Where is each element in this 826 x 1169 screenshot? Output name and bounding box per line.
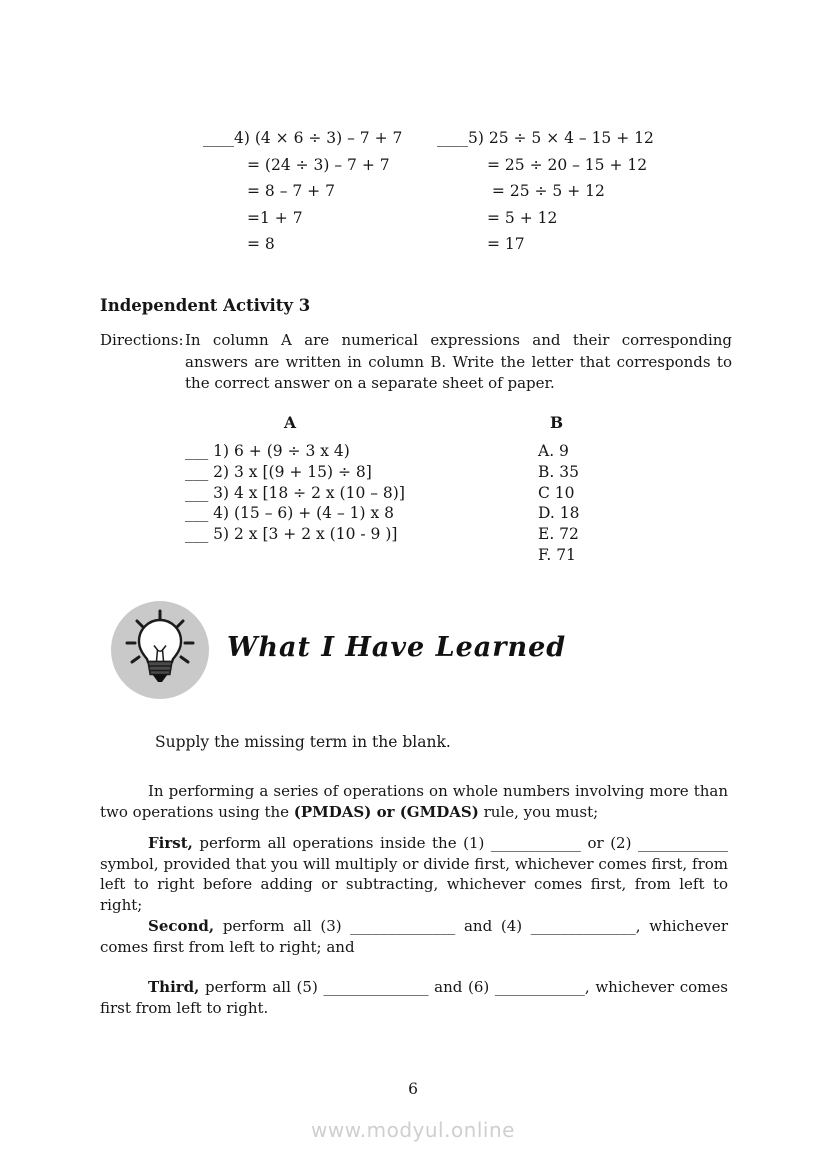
- intro-instruction: Supply the missing term in the blank.: [155, 733, 451, 751]
- answer-item: B. 35: [538, 462, 579, 481]
- expression-item: ___ 1) 6 + (9 ÷ 3 x 4): [185, 442, 350, 460]
- equation-line: ____4) (4 × 6 ÷ 3) – 7 + 7: [203, 129, 403, 147]
- answer-item: D. 18: [538, 504, 580, 523]
- paragraph-text: perform all (5) ______________ and (6) ____________, whichever comes first from left to right.: [100, 978, 728, 1017]
- expression-item: ___ 3) 4 x [18 ÷ 2 x (10 – 8)]: [185, 483, 405, 502]
- solution-problem-4: [203, 125, 402, 258]
- column-a-header: A: [284, 413, 297, 432]
- step-first-paragraph: [100, 833, 728, 915]
- paragraph-text: rule, you must;: [478, 802, 599, 821]
- pmdas-bold-text: (PMDAS) or (GMDAS): [293, 802, 479, 821]
- answer-item: A. 9: [538, 442, 569, 460]
- step-label: Third,: [148, 978, 200, 996]
- directions-text: In column A are numerical expressions and their corresponding answers are written in column B. Write the letter that corresponds to the correct answer on a separate sheet of paper.: [185, 331, 732, 392]
- equation-line: = 8: [247, 235, 275, 253]
- column-b-header: B: [550, 413, 564, 432]
- directions: [100, 330, 732, 395]
- expression-item: ___ 2) 3 x [(9 + 15) ÷ 8]: [185, 462, 372, 481]
- page-number: 6: [408, 1080, 418, 1098]
- paragraph-text: In performing a series of operations on whole numbers involving more than two operations using the: [100, 782, 728, 821]
- expression-item: ___ 5) 2 x [3 + 2 x (10 - 9 )]: [185, 525, 398, 544]
- lightbulb-icon: [110, 600, 210, 700]
- equation-line: = 25 ÷ 5 + 12: [487, 182, 605, 200]
- column-b-items: [538, 441, 579, 566]
- activity-title: Independent Activity 3: [100, 296, 311, 315]
- equation-line: ____5) 25 ÷ 5 × 4 – 15 + 12: [437, 129, 654, 147]
- equation-line: = 25 ÷ 20 – 15 + 12: [487, 155, 648, 174]
- step-third-paragraph: [100, 977, 728, 1018]
- expression-item: ___ 4) (15 – 6) + (4 – 1) x 8: [185, 504, 395, 523]
- paragraph-text: perform all (3) ______________ and (4) ______________, whichever comes first from left to right; and: [100, 917, 728, 956]
- pmdas-rule-paragraph: [100, 781, 728, 822]
- solution-problem-5: [437, 125, 654, 258]
- step-label: First,: [148, 834, 193, 852]
- answer-item: C 10: [538, 483, 575, 502]
- equation-line: = 5 + 12: [487, 208, 558, 227]
- step-second-paragraph: [100, 916, 728, 957]
- section-heading-what-i-have-learned: What I Have Learned: [227, 632, 567, 663]
- equation-line: = 17: [487, 235, 525, 253]
- column-a-items: [185, 441, 405, 545]
- paragraph-text: perform all operations inside the (1) ____________ or (2) ____________ symbol, provided that you will multiply or divide first, whichever comes first, from left to right before adding or subtracting, whichever comes first, from left to right;: [100, 834, 728, 914]
- equation-line: = (24 ÷ 3) – 7 + 7: [247, 155, 390, 174]
- directions-label: Directions:: [100, 331, 184, 349]
- step-label: Second,: [148, 917, 215, 935]
- equation-line: = 8 – 7 + 7: [247, 182, 335, 200]
- answer-item: F. 71: [538, 545, 576, 564]
- equation-line: =1 + 7: [247, 208, 303, 227]
- answer-item: E. 72: [538, 525, 579, 544]
- watermark: www.modyul.online: [311, 1118, 515, 1142]
